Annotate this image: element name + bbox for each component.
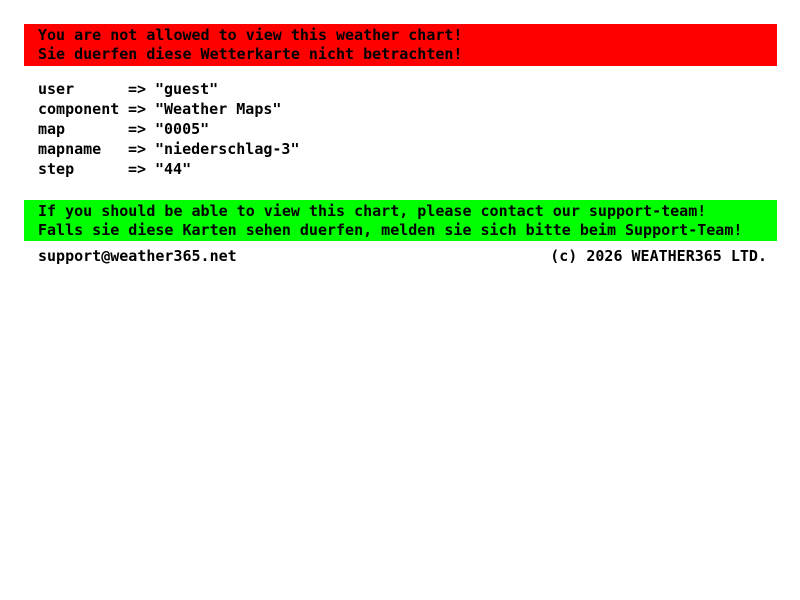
param-key: user bbox=[38, 80, 75, 98]
param-value: "0005" bbox=[155, 120, 210, 138]
copyright-text: (c) 2026 WEATHER365 LTD. bbox=[550, 247, 767, 265]
error-banner bbox=[24, 24, 777, 66]
param-arrow: => bbox=[128, 140, 147, 158]
footer bbox=[24, 246, 777, 266]
param-row-user bbox=[38, 79, 300, 99]
param-key: map bbox=[38, 120, 66, 138]
info-line-de: Falls sie diese Karten sehen duerfen, melden sie sich bitte beim Support-Team! bbox=[38, 221, 743, 239]
param-value: "Weather Maps" bbox=[155, 100, 282, 118]
param-key: component bbox=[38, 100, 120, 118]
param-row-step bbox=[38, 159, 300, 179]
param-value: "niederschlag-3" bbox=[155, 140, 300, 158]
param-arrow: => bbox=[128, 120, 147, 138]
error-line-de: Sie duerfen diese Wetterkarte nicht betrachten! bbox=[38, 45, 463, 63]
param-row-mapname bbox=[38, 139, 300, 159]
param-row-map bbox=[38, 119, 300, 139]
info-banner bbox=[24, 200, 777, 241]
param-arrow: => bbox=[128, 80, 147, 98]
param-arrow: => bbox=[128, 100, 147, 118]
param-key: step bbox=[38, 160, 75, 178]
param-row-component bbox=[38, 99, 300, 119]
param-arrow: => bbox=[128, 160, 147, 178]
support-email: support@weather365.net bbox=[38, 247, 237, 265]
param-value: "guest" bbox=[155, 80, 219, 98]
param-value: "44" bbox=[155, 160, 192, 178]
error-line-en: You are not allowed to view this weather chart! bbox=[38, 26, 463, 44]
param-key: mapname bbox=[38, 140, 102, 158]
request-params bbox=[38, 79, 300, 179]
info-line-en: If you should be able to view this chart, please contact our support-team! bbox=[38, 202, 707, 220]
